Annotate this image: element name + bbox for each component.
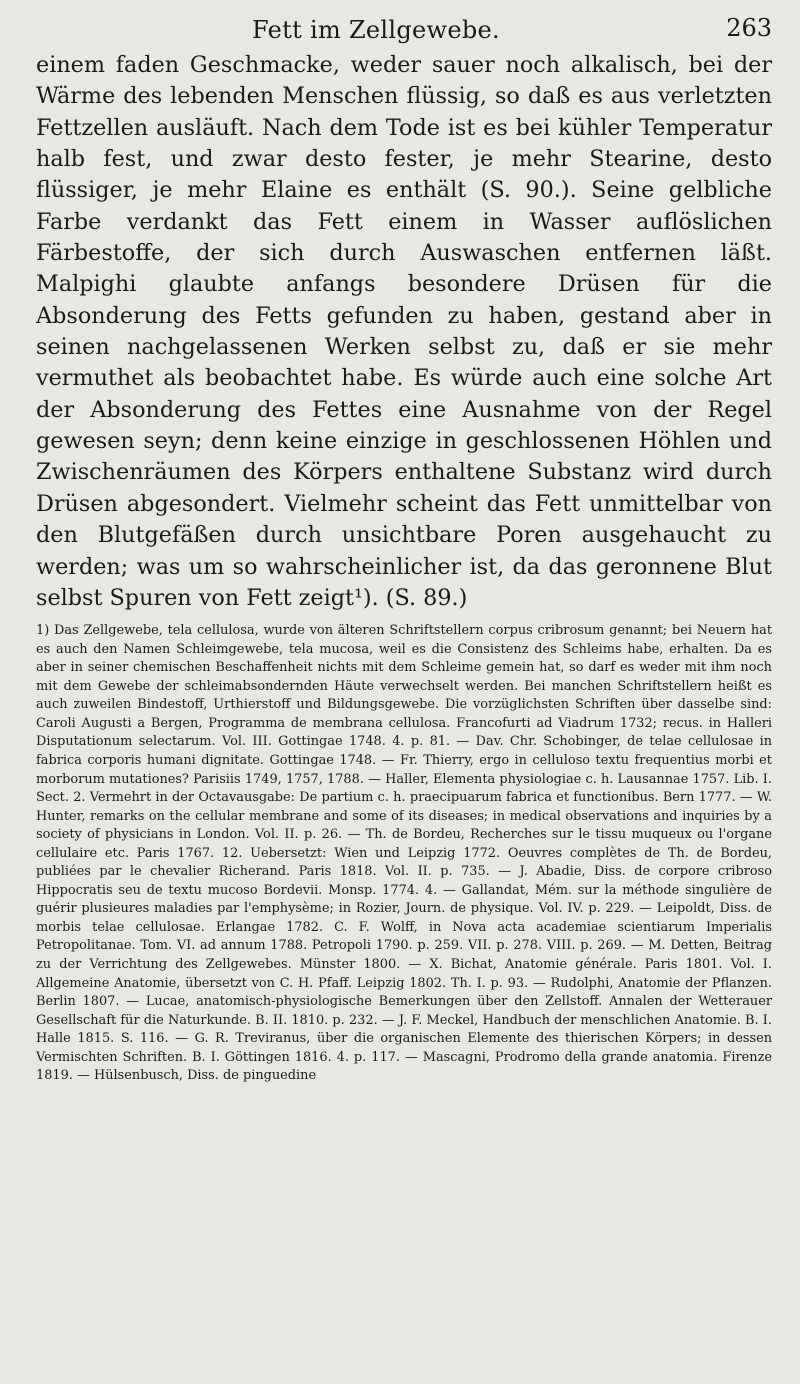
- page-number: 263: [726, 14, 772, 42]
- page-header: [36, 10, 772, 50]
- running-head: Fett im Zellgewebe.: [252, 16, 500, 44]
- footnote: 1) Das Zellgewebe, tela cellulosa, wurde von älteren Schriftstellern corpus cribrosum genannt; bei Neuern hat es auch den Namen Schleimgewebe, tela mucosa, weil es die Consistenz des Schleims habe, erhalten. Da es aber in seiner chemischen Beschaffenheit nichts mit dem Schleime gemein hat, so darf es weder mit ihm noch mit dem Gewebe der schleimabsondernden Häute verwechselt werden. Bei manchen Schriftstellern heißt es auch zuweilen Bindestoff, Urthierstoff und Bildungsgewebe. Die vorzüglichsten Schriften über dasselbe sind: Caroli Augusti a Bergen, Programma de membrana cellulosa. Francofurti ad Viadrum 1732; recus. in Halleri Disputationum selectarum. Vol. III. Gottingae 1748. 4. p. 81. — Dav. Chr. Schobinger, de telae cellulosae in fabrica corporis humani dignitate. Gottingae 1748. — Fr. Thierry, ergo in celluloso textu frequentius morbi et morborum mutationes? Parisiis 1749, 1757, 1788. — Haller, Elementa physiologiae c. h. Lausannae 1757. Lib. I. Sect. 2. Vermehrt in der Octavausgabe: De partium c. h. praecipuarum fabrica et functionibus. Bern 1777. — W. Hunter, remarks on the cellular membrane and some of its diseases; in medical observations and inquiries by a society of physicians in London. Vol. II. p. 26. — Th. de Bordeu, Recherches sur le tissu muqueux ou l'organe cellulaire etc. Paris 1767. 12. Uebersetzt: Wien und Leipzig 1772. Oeuvres complètes de Th. de Bordeu, publiées par le chevalier Richerand. Paris 1818. Vol. II. p. 735. — J. Abadie, Diss. de corpore cribroso Hippocratis seu de textu mucoso Bordevii. Monsp. 1774. 4. — Gallandat, Mém. sur la méthode singulière de guérir plusieures maladies par l'emphysème; in Rozier, Journ. de physique. Vol. IV. p. 229. — Leipoldt, Diss. de morbis telae cellulosae. Erlangae 1782. C. F. Wolff, in Nova acta academiae scientiarum Imperialis Petropolitanae. Tom. VI. ad annum 1788. Petropoli 1790. p. 259. VII. p. 278. VIII. p. 269. — M. Detten, Beitrag zu der Verrichtung des Zellgewebes. Münster 1800. — X. Bichat, Anatomie générale. Paris 1801. Vol. I. Allgemeine Anatomie, übersetzt von C. H. Pfaff. Leipzig 1802. Th. I. p. 93. — Rudolphi, Anatomie der Pflanzen. Berlin 1807. — Lucae, anatomisch-physiologische Bemerkungen über den Zellstoff. Annalen der Wetterauer Gesellschaft für die Naturkunde. B. II. 1810. p. 232. — J. F. Meckel, Handbuch der menschlichen Anatomie. B. I. Halle 1815. S. 116. — G. R. Treviranus, über die organischen Elemente des thierischen Körpers; in dessen Vermischten Schriften. B. I. Göttingen 1816. 4. p. 117. — Mascagni, Prodromo della grande anatomia. Firenze 1819. — Hülsenbusch, Diss. de pinguedine: [36, 623, 772, 1084]
- main-paragraph: einem faden Geschmacke, weder sauer noch alkalisch, bei der Wärme des lebenden Menschen flüssig, so daß es aus verletzten Fettzellen ausläuft. Nach dem Tode ist es bei kühler Temperatur halb fest, und zwar desto fester, je mehr Stearine, desto flüssiger, je mehr Elaine es enthält (S. 90.). Seine gelbliche Farbe verdankt das Fett einem in Wasser auflöslichen Färbestoffe, der sich durch Auswaschen entfernen läßt. Malpighi glaubte anfangs besondere Drüsen für die Absonderung des Fetts gefunden zu haben, gestand aber in seinen nachgelassenen Werken selbst zu, daß er sie mehr vermuthet als beobachtet habe. Es würde auch eine solche Art der Absonderung des Fettes eine Ausnahme von der Regel gewesen seyn; denn keine einzige in geschlossenen Höhlen und Zwischenräumen des Körpers enthaltene Substanz wird durch Drüsen abgesondert. Vielmehr scheint das Fett unmittelbar von den Blutgefäßen durch unsichtbare Poren ausgehaucht zu werden; was um so wahrscheinlicher ist, da das geronnene Blut selbst Spuren von Fett zeigt¹). (S. 89.): [36, 52, 772, 611]
